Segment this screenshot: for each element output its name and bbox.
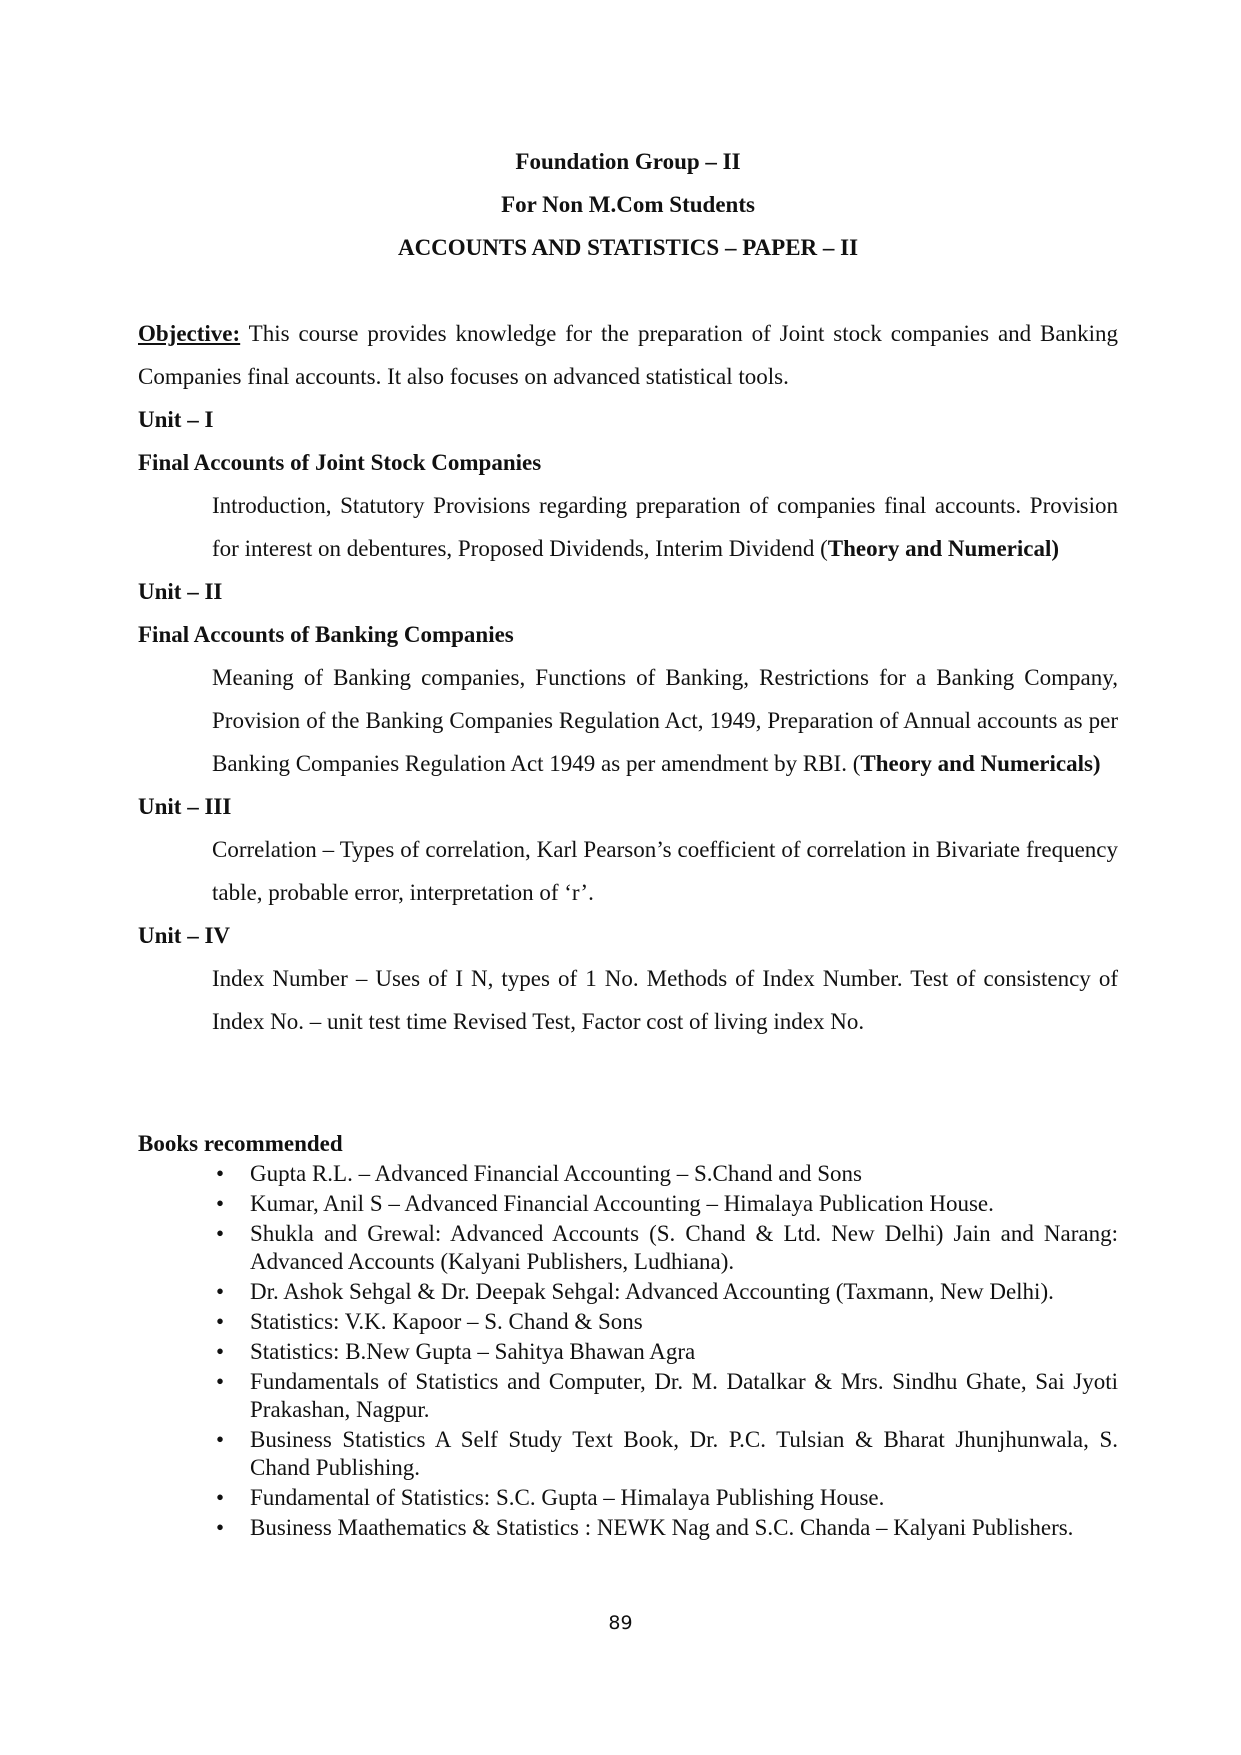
unit-2-description xyxy=(212,656,1118,785)
unit-3-title: Unit – III xyxy=(138,794,232,819)
book-item: • Gupta R.L. – Advanced Financial Accounting – S.Chand and Sons xyxy=(138,1160,1118,1188)
book-item: • Business Maathematics & Statistics : NEWK Nag and S.C. Chanda – Kalyani Publishers. xyxy=(138,1514,1118,1542)
book-item: • Fundamentals of Statistics and Computer, Dr. M. Datalkar & Mrs. Sindhu Ghate, Sai Jyoti Prakashan, Nagpur. xyxy=(138,1368,1118,1424)
book-item: • Fundamental of Statistics: S.C. Gupta – Himalaya Publishing House. xyxy=(138,1484,1118,1512)
unit-2-text: Meaning of Banking companies, Functions of Banking, Restrictions for a Banking Company, Provision of the Banking Companies Regulation Act, 1949, Preparation of Annual accounts as per Banking Companies Regulation Act 1949 as per amendment by RBI. ( xyxy=(212,665,1118,776)
page-heading xyxy=(138,140,1118,269)
book-item: • Statistics: B.New Gupta – Sahitya Bhawan Agra xyxy=(138,1338,1118,1366)
book-item: • Kumar, Anil S – Advanced Financial Accounting – Himalaya Publication House. xyxy=(138,1190,1118,1218)
books-list xyxy=(138,1160,1118,1542)
unit-1-description xyxy=(212,484,1118,570)
book-item: • Business Statistics A Self Study Text Book, Dr. P.C. Tulsian & Bharat Jhunjhunwala, S. Chand Publishing. xyxy=(138,1426,1118,1482)
heading-audience: For Non M.Com Students xyxy=(501,192,755,217)
unit-1-subtitle: Final Accounts of Joint Stock Companies xyxy=(138,450,542,475)
heading-group: Foundation Group – II xyxy=(515,149,741,174)
unit-2-subtitle: Final Accounts of Banking Companies xyxy=(138,622,514,647)
unit-3-description: Correlation – Types of correlation, Karl Pearson’s coefficient of correlation in Bivariate frequency table, probable error, interpretation of ‘r’. xyxy=(212,837,1118,905)
unit-4-description: Index Number – Uses of I N, types of 1 No. Methods of Index Number. Test of consistency of Index No. – unit test time Revised Test, Factor cost of living index No. xyxy=(212,966,1118,1034)
unit-2-bold-note: Theory and Numericals) xyxy=(860,751,1101,776)
unit-4-title: Unit – IV xyxy=(138,923,231,948)
page-number: 89 xyxy=(608,1612,633,1634)
book-item: • Statistics: V.K. Kapoor – S. Chand & Sons xyxy=(138,1308,1118,1336)
books-recommended-section xyxy=(138,1130,1118,1544)
objective-label: Objective: xyxy=(138,321,241,346)
objective-text: This course provides knowledge for the preparation of Joint stock companies and Banking Companies final accounts. It also focuses on advanced statistical tools. xyxy=(138,321,1118,389)
unit-2-title: Unit – II xyxy=(138,579,223,604)
unit-1-title: Unit – I xyxy=(138,407,214,432)
heading-paper-title: ACCOUNTS AND STATISTICS – PAPER – II xyxy=(397,235,859,260)
book-item: • Dr. Ashok Sehgal & Dr. Deepak Sehgal: Advanced Accounting (Taxmann, New Delhi). xyxy=(138,1278,1118,1306)
books-title: Books recommended xyxy=(138,1131,343,1156)
syllabus-content xyxy=(138,312,1118,1043)
unit-1-text: Introduction, Statutory Provisions regarding preparation of companies final accounts. Provision for interest on debentures, Proposed Dividends, Interim Dividend ( xyxy=(212,493,1118,561)
book-item: • Shukla and Grewal: Advanced Accounts (S. Chand & Ltd. New Delhi) Jain and Narang: Advanced Accounts (Kalyani Publishers, Ludhiana). xyxy=(138,1220,1118,1276)
unit-1-bold-note: Theory and Numerical) xyxy=(827,536,1060,561)
objective-paragraph xyxy=(138,312,1118,398)
